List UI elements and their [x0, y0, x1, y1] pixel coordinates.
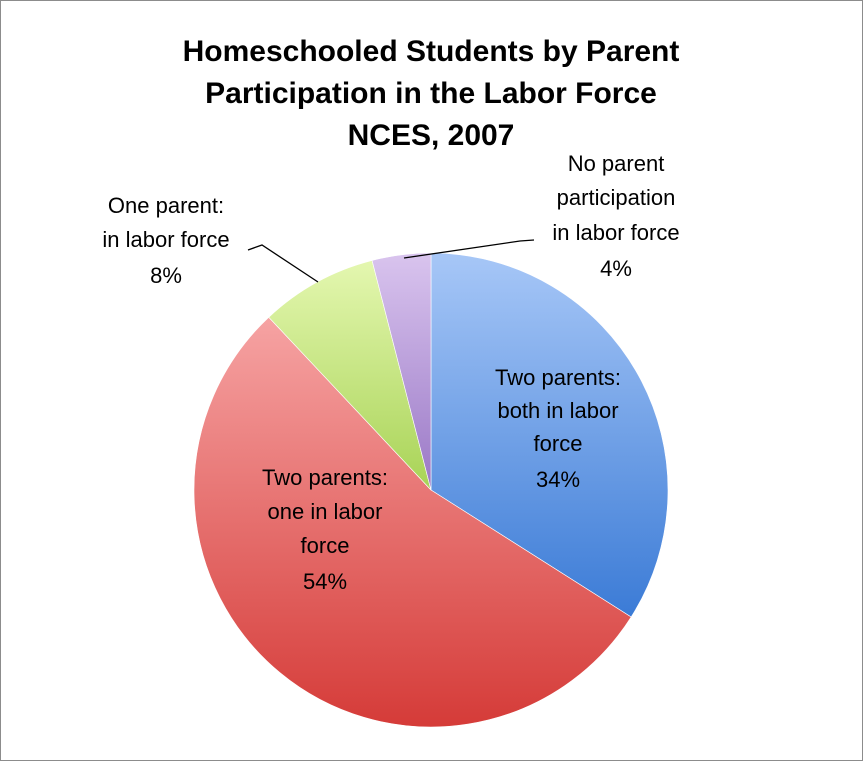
slice-label-both-line-2: both in labor — [497, 398, 619, 423]
slice-label-none-value: 4% — [600, 256, 632, 281]
slice-label-single-line-2: in labor force — [102, 227, 230, 252]
slice-label-none-line-3: in labor force — [552, 220, 680, 245]
slice-label-both-value: 34% — [535, 467, 581, 492]
leader-line-no-parent — [404, 240, 534, 258]
slice-label-one-line-3: force — [300, 533, 350, 558]
slice-label-one-parent — [102, 193, 229, 288]
slice-label-single-value: 8% — [150, 263, 182, 288]
slice-label-none-line-1: No parent — [567, 151, 665, 176]
leader-line-one-parent — [248, 245, 318, 282]
slice-label-one-line-2: one in labor — [267, 499, 383, 524]
slice-label-one-value: 54% — [302, 569, 348, 594]
chart-title-line-1: Homeschooled Students by Parent — [182, 35, 680, 68]
slice-label-none-line-2: participation — [556, 185, 676, 210]
slice-label-single-line-1: One parent: — [107, 193, 225, 218]
chart-title — [183, 35, 680, 152]
slice-label-both-line-3: force — [533, 431, 583, 456]
slice-label-one-line-1: Two parents: — [262, 465, 388, 490]
slice-label-no-parent — [552, 151, 679, 281]
chart-title-line-2: Participation in the Labor Force — [205, 77, 657, 110]
slice-label-both-line-1: Two parents: — [495, 365, 621, 390]
chart-title-line-3: NCES, 2007 — [347, 119, 515, 152]
pie-slices — [194, 253, 668, 727]
